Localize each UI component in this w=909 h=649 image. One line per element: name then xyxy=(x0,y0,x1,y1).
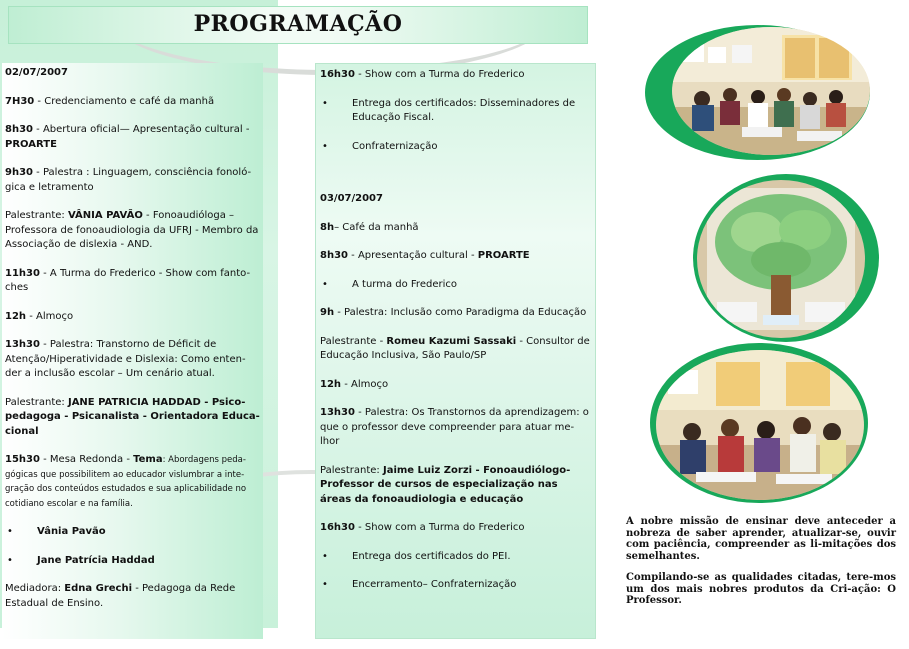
classroom-photo xyxy=(672,27,870,155)
schedule-item: 15h30 - Mesa Redonda - Tema: Abordagens peda-gógicas que possibilitem ao educador vislumbrar a inte-gração dos conteúdos estudados e sua aplicabilidade no cotidiano escolar e na família. xyxy=(5,454,247,509)
closing-paragraph: A nobre missão de ensinar deve anteceder a nobreza de saber aprender, atualizar-se, ouvir com paciência, compreender as li-mitações dos semelhantes. xyxy=(626,516,896,562)
schedule-item: 9h - Palestra: Inclusão como Paradigma da Educação xyxy=(320,307,587,318)
list-item: • A turma do Frederico xyxy=(320,278,591,293)
schedule-item: 9h30 - Palestra : Linguagem, consciência fonoló-gica e letramento xyxy=(5,167,252,193)
schedule-item: 11h30 - A Turma do Frederico - Show com fanto-ches xyxy=(5,267,251,293)
page-title: PROGRAMAÇÃO xyxy=(193,11,403,37)
schedule-item: 7H30 - Credenciamento e café da manhã xyxy=(5,95,215,107)
schedule-item: 13h30 - Palestra: Transtorno de Déficit de Atenção/Hiperatividade e Dislexia: Como enten-der a inclusão escolar – Um cenário atual. xyxy=(5,339,246,379)
schedule-item: 8h30 - Abertura oficial— Apresentação cultural - PROARTE xyxy=(5,124,250,150)
schedule-item: 8h– Café da manhã xyxy=(320,221,419,233)
schedule-day-1 xyxy=(2,63,263,639)
list-item: • Encerramento– Confraternização xyxy=(320,578,591,593)
schedule-day-2 xyxy=(315,63,596,639)
teachers-photo xyxy=(656,350,864,500)
title-banner xyxy=(8,6,588,44)
schedule-item: 12h - Almoço xyxy=(5,310,74,322)
speaker-item: Palestrante: JANE PATRICIA HADDAD - Psico-pedagoga - Psicanalista - Orientadora Educa-cional xyxy=(5,396,260,437)
schedule-item: 16h30 - Show com a Turma do Frederico xyxy=(320,522,525,533)
speaker-item: Palestrante: Jaime Luiz Zorzi - Fonoaudiólogo-Professor de cursos de especialização nas áreas da fonoaudiologia e educação xyxy=(320,464,571,505)
closing-message xyxy=(626,516,896,617)
list-item: • Vânia Pavão xyxy=(5,525,260,540)
schedule-item: 8h30 - Apresentação cultural - PROARTE xyxy=(320,250,530,261)
speaker-item: Mediadora: Edna Grechi - Pedagoga da Rede Estadual de Ensino. xyxy=(5,583,236,609)
schedule-item: 16h30 - Show com a Turma do Frederico xyxy=(320,69,525,80)
date-heading: 03/07/2007 xyxy=(320,193,383,204)
schedule-item: 13h30 - Palestra: Os Transtornos da aprendizagem: o que o professor deve compreender para atuar me-lhor xyxy=(320,407,589,447)
list-item: • Entrega dos certificados do PEI. xyxy=(320,550,591,565)
speaker-item: Palestrante: VÂNIA PAVÃO - Fonoaudióloga – Professora de fonoaudiologia da UFRJ - Membro da Associação de dislexia - AND. xyxy=(5,210,259,250)
closing-paragraph: Compilando-se as qualidades citadas, tere-mos um dos mais nobres produtos da Cri-ação: O Professor. xyxy=(626,572,896,606)
schedule-item: 12h - Almoço xyxy=(320,378,389,390)
tree-mural-photo xyxy=(697,180,865,338)
list-item: • Entrega dos certificados: Disseminadores de Educação Fiscal. xyxy=(320,97,591,126)
speaker-item: Palestrante - Romeu Kazumi Sassaki - Consultor de Educação Inclusiva, São Paulo/SP xyxy=(320,335,590,361)
list-item: • Confraternização xyxy=(320,140,591,155)
list-item: • Jane Patrícia Haddad xyxy=(5,554,260,569)
date-heading: 02/07/2007 xyxy=(5,67,68,78)
